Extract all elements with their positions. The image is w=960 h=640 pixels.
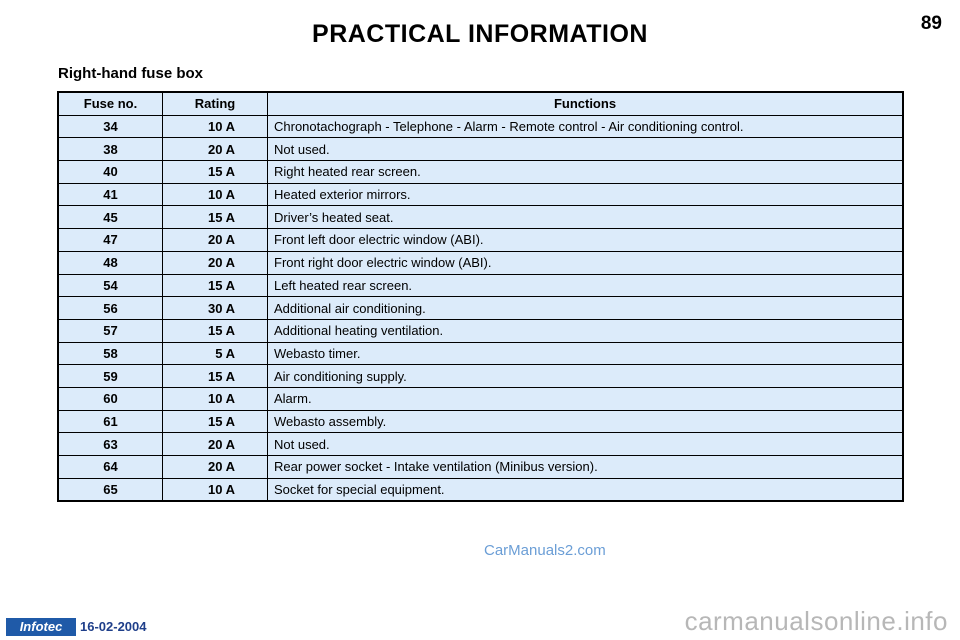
- fuse-number-cell: 60: [58, 387, 163, 410]
- footer-date: 16-02-2004: [80, 619, 147, 634]
- function-cell: Chronotachograph - Telephone - Alarm - Remote control - Air conditioning control.: [268, 115, 904, 138]
- watermark-site: carmanualsonline.info: [684, 606, 948, 636]
- watermark-carmanuals: CarManuals2.com: [484, 542, 606, 559]
- rating-cell: 10 A: [163, 387, 268, 410]
- page-title: PRACTICAL INFORMATION: [312, 20, 648, 48]
- table-row: [58, 297, 903, 320]
- table-row: [58, 183, 903, 206]
- fuse-number-cell: 57: [58, 319, 163, 342]
- table-row: [58, 365, 903, 388]
- rating-cell: 15 A: [163, 365, 268, 388]
- function-cell: Additional air conditioning.: [268, 297, 904, 320]
- page-number: 89: [920, 13, 942, 34]
- function-cell: Driver’s heated seat.: [268, 206, 904, 229]
- fuse-number-cell: 64: [58, 456, 163, 479]
- table-row: [58, 161, 903, 184]
- column-header-functions: Functions: [268, 92, 904, 115]
- rating-cell: 20 A: [163, 251, 268, 274]
- rating-cell: 30 A: [163, 297, 268, 320]
- function-cell: Rear power socket - Intake ventilation (Minibus version).: [268, 456, 904, 479]
- table-row: [58, 410, 903, 433]
- function-cell: Front right door electric window (ABI).: [268, 251, 904, 274]
- table-row: [58, 138, 903, 161]
- table-row: [58, 387, 903, 410]
- rating-cell: 20 A: [163, 456, 268, 479]
- table-row: [58, 206, 903, 229]
- function-cell: Webasto assembly.: [268, 410, 904, 433]
- fuse-number-cell: 40: [58, 161, 163, 184]
- table-row: [58, 342, 903, 365]
- function-cell: Left heated rear screen.: [268, 274, 904, 297]
- function-cell: Socket for special equipment.: [268, 478, 904, 501]
- infotec-logo: Infotec: [6, 618, 76, 636]
- rating-cell: 20 A: [163, 229, 268, 252]
- table-row: [58, 478, 903, 501]
- table-row: [58, 319, 903, 342]
- rating-cell: 10 A: [163, 183, 268, 206]
- fuse-number-cell: 47: [58, 229, 163, 252]
- table-row: [58, 456, 903, 479]
- rating-cell: 15 A: [163, 206, 268, 229]
- table-row: [58, 433, 903, 456]
- fuse-number-cell: 45: [58, 206, 163, 229]
- function-cell: Heated exterior mirrors.: [268, 183, 904, 206]
- column-header-fuse: Fuse no.: [58, 92, 163, 115]
- fuse-number-cell: 59: [58, 365, 163, 388]
- section-title: Right-hand fuse box: [58, 65, 203, 82]
- fuse-number-cell: 58: [58, 342, 163, 365]
- function-cell: Not used.: [268, 433, 904, 456]
- function-cell: Not used.: [268, 138, 904, 161]
- fuse-number-cell: 63: [58, 433, 163, 456]
- function-cell: Additional heating ventilation.: [268, 319, 904, 342]
- function-cell: Front left door electric window (ABI).: [268, 229, 904, 252]
- rating-cell: 15 A: [163, 410, 268, 433]
- rating-cell: 20 A: [163, 138, 268, 161]
- table-row: [58, 251, 903, 274]
- function-cell: Right heated rear screen.: [268, 161, 904, 184]
- table-row: [58, 274, 903, 297]
- rating-cell: 10 A: [163, 115, 268, 138]
- function-cell: Alarm.: [268, 387, 904, 410]
- table-header-row: [58, 92, 903, 115]
- fuse-table-body: [58, 115, 903, 501]
- rating-cell: 20 A: [163, 433, 268, 456]
- fuse-number-cell: 56: [58, 297, 163, 320]
- fuse-number-cell: 48: [58, 251, 163, 274]
- fuse-table: [57, 91, 904, 502]
- function-cell: Webasto timer.: [268, 342, 904, 365]
- fuse-number-cell: 65: [58, 478, 163, 501]
- fuse-number-cell: 38: [58, 138, 163, 161]
- rating-cell: 15 A: [163, 274, 268, 297]
- fuse-number-cell: 61: [58, 410, 163, 433]
- table-row: [58, 229, 903, 252]
- rating-cell: 15 A: [163, 161, 268, 184]
- table-row: [58, 115, 903, 138]
- rating-cell: 10 A: [163, 478, 268, 501]
- column-header-rating: Rating: [163, 92, 268, 115]
- rating-cell: 5 A: [163, 342, 268, 365]
- fuse-number-cell: 34: [58, 115, 163, 138]
- fuse-number-cell: 54: [58, 274, 163, 297]
- function-cell: Air conditioning supply.: [268, 365, 904, 388]
- rating-cell: 15 A: [163, 319, 268, 342]
- fuse-number-cell: 41: [58, 183, 163, 206]
